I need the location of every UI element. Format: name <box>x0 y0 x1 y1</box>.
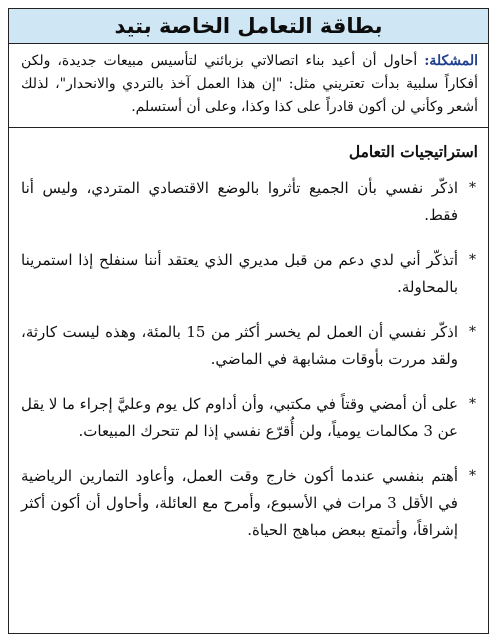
strategy-text: اذكّر نفسي أن العمل لم يخسر أكثر من 15 بالمئة، وهذه ليست كارثة، ولقد مررت بأوقات مشابهة في الماضي. <box>21 323 458 368</box>
bullet-icon: * <box>469 324 476 340</box>
card-title: بطاقة التعامل الخاصة بتيد <box>9 9 488 44</box>
strategy-text: أتذكّر أني لدي دعم من قبل مديري الذي يعتقد أننا سنفلح إذا استمرينا بالمحاولة. <box>21 251 458 296</box>
strategy-text: على أن أمضي وقتاً في مكتبي، وأن أداوم كل يوم وعليَّ إجراء ما لا يقل عن 3 مكالمات يومياً، ولن أُقرّع نفسي إذا لم تتحرك المبيعات. <box>21 395 458 440</box>
strategy-text: اذكّر نفسي بأن الجميع تأثروا بالوضع الاقتصادي المتردي، وليس أنا فقط. <box>21 179 458 224</box>
problem-section <box>9 44 488 128</box>
strategy-item <box>21 319 478 373</box>
bullet-icon: * <box>469 180 476 196</box>
coping-card <box>8 8 489 634</box>
problem-label: المشكلة: <box>424 53 478 69</box>
problem-text: أحاول أن أعيد بناء اتصالاتي بزبائني لتأسيس مبيعات جديدة، ولكن أفكاراً سلبية بدأت تعتريني مثل: "إن هذا العمل آخذ بالتردي والانحدار"، لذلك أشعر وكأني لن أكون قادراً على كذا وكذا، وعلى أن أستسلم. <box>21 53 478 115</box>
strategies-section <box>9 128 488 544</box>
bullet-icon: * <box>469 252 476 268</box>
bullet-icon: * <box>469 468 476 484</box>
strategy-text: أهتم بنفسي عندما أكون خارج وقت العمل، وأعاود التمارين الرياضية في الأقل 3 مرات في الأسبوع، وأمرح مع العائلة، وأحاول أن أكون أكثر إشراقاً، وأتمتع ببعض مباهج الحياة. <box>21 467 458 539</box>
strategies-list <box>21 175 478 544</box>
strategy-item <box>21 391 478 445</box>
strategy-item <box>21 463 478 544</box>
strategy-item <box>21 247 478 301</box>
strategies-heading: استراتيجيات التعامل <box>348 142 478 161</box>
strategy-item <box>21 175 478 229</box>
bullet-icon: * <box>469 396 476 412</box>
